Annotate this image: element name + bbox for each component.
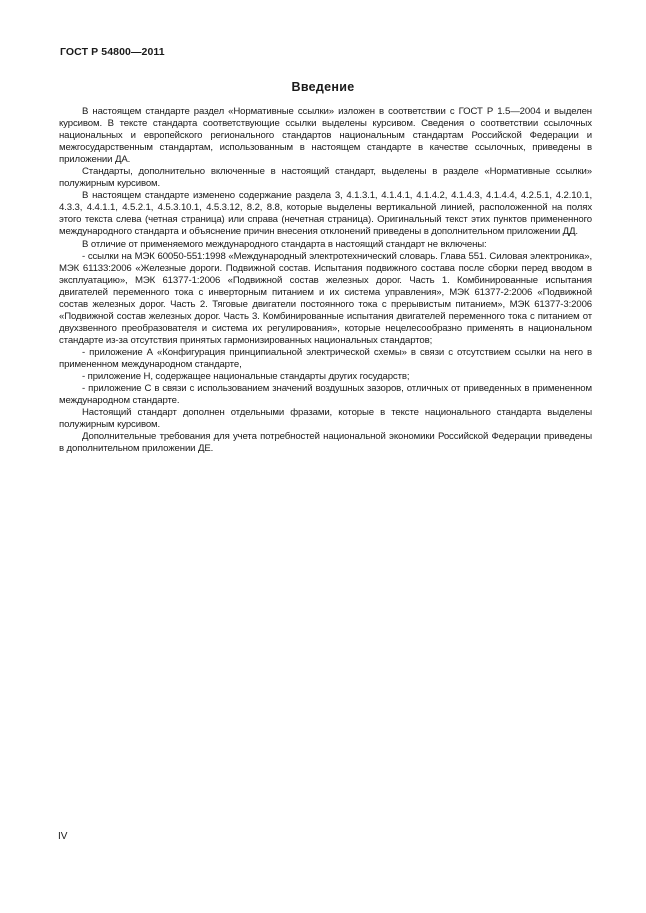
paragraph: В настоящем стандарте раздел «Нормативные ссылки» изложен в соответствии с ГОСТ Р 1.5—2004 и выделен курсивом. В тексте стандарта соответствующие ссылки выделены курсивом. Сведения о соответствии ссылочных национальных и европейского регионального стандартов национальным стандартам Российской Федерации и межгосударственным стандартам, использованным в настоящем стандарте в качестве ссылочных, приведены в приложении ДА. (59, 106, 592, 166)
paragraph: Дополнительные требования для учета потребностей национальной экономики Российской Федерации приведены в дополнительном приложении ДЕ. (59, 431, 592, 455)
paragraph: В настоящем стандарте изменено содержание раздела 3, 4.1.3.1, 4.1.4.1, 4.1.4.2, 4.1.4.3, 4.1.4.4, 4.2.5.1, 4.2.10.1, 4.3.3, 4.4.1.1, 4.5.2.1, 4.5.3.10.1, 4.5.3.12, 8.2, 8.8, которые выделены вертикальной линией, расположенной на полях этого текста слева (четная страница) или справа (нечетная страница). Оригинальный текст этих пунктов примененного международного стандарта и объяснение причин внесения отклонений приведены в дополнительном приложении ДД. (59, 190, 592, 238)
list-item: - приложение А «Конфигурация принципиальной электрической схемы» в связи с отсутствием ссылки на него в примененном международном стандарте, (59, 346, 592, 370)
section-title: Введение (291, 80, 355, 94)
page-number: IV (58, 831, 68, 842)
standard-id-header: ГОСТ Р 54800—2011 (60, 46, 165, 58)
list-item: - ссылки на МЭК 60050-551:1998 «Международный электротехнический словарь. Глава 551. Силовая электроника», МЭК 61133:2006 «Железные дороги. Подвижной состав. Испытания подвижного состава после сборки перед вводом в эксплуатацию», МЭК 61377-1:2006 «Подвижной состав железных дорог. Часть 1. Комбинированные испытания двигателей переменного тока с инверторным питанием и их система управления», МЭК 61377-2:2006 «Подвижной состав железных дорог. Часть 2. Тяговые двигатели постоянного тока с прерывистым питанием», МЭК 61377-3:2006 «Подвижной состав железных дорог. Часть 3. Комбинированные испытания двигателей переменного тока с питанием от двухзвенного преобразователя и система их регулирования», которые нецелесообразно применять в национальном стандарте из-за отсутствия принятых гармонизированных национальных стандартов; (59, 250, 592, 346)
paragraph: Настоящий стандарт дополнен отдельными фразами, которые в тексте национального стандарта выделены полужирным курсивом. (59, 407, 592, 431)
body-text (59, 106, 592, 455)
paragraph: Стандарты, дополнительно включенные в настоящий стандарт, выделены в разделе «Нормативные ссылки» полужирным курсивом. (59, 166, 592, 190)
paragraph: В отличие от применяемого международного стандарта в настоящий стандарт не включены: (82, 238, 487, 250)
list-item: - приложение С в связи с использованием значений воздушных зазоров, отличных от приведенных в примененном международном стандарте. (59, 383, 592, 407)
list-item: - приложение Н, содержащее национальные стандарты других государств; (82, 371, 410, 383)
